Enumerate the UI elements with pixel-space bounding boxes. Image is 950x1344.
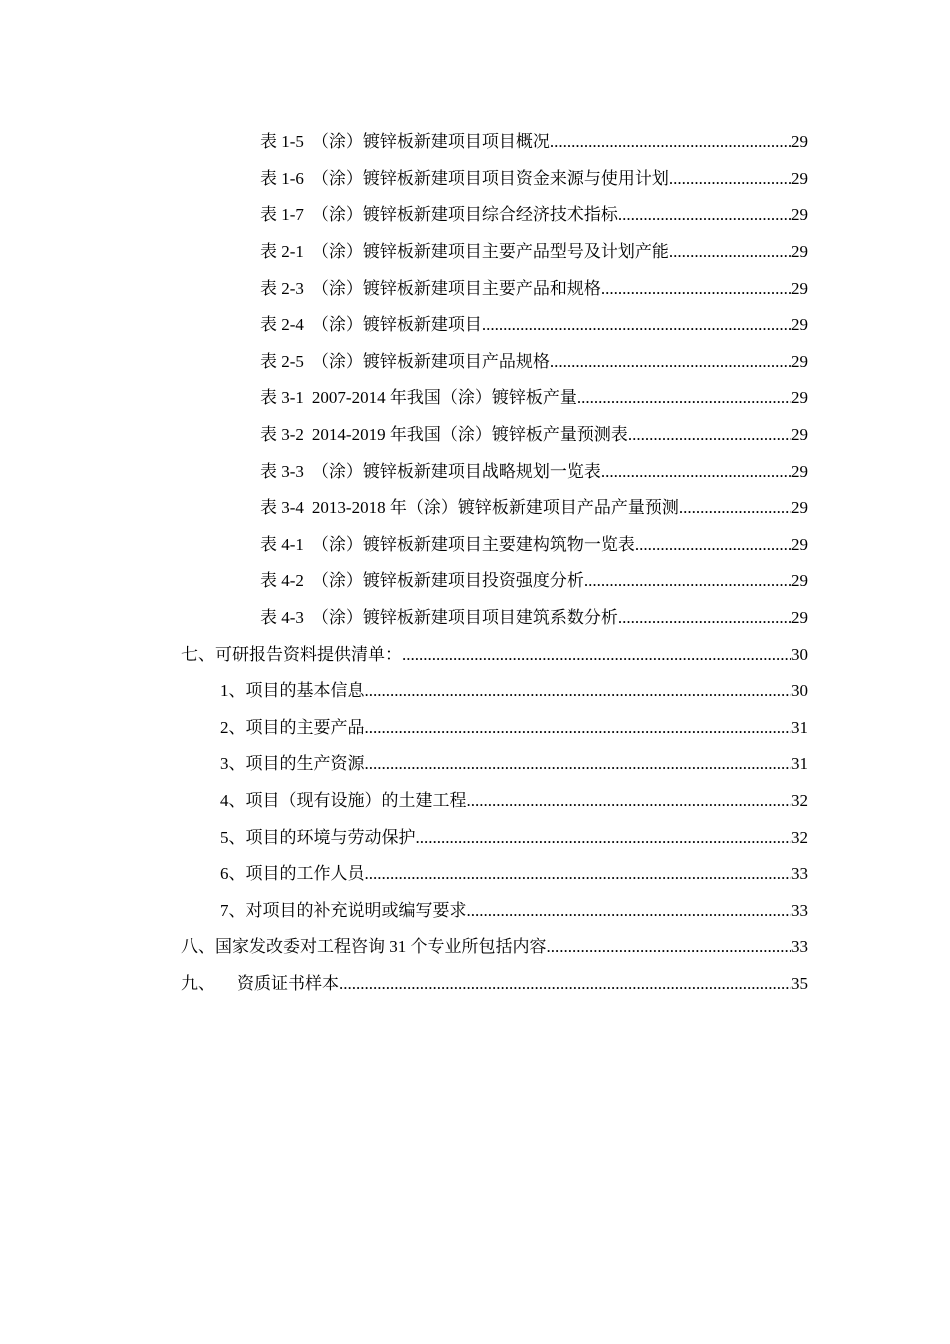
toc-dot-leader bbox=[669, 168, 791, 190]
toc-entry-title: （涂）镀锌板新建项目产品规格 bbox=[311, 351, 550, 371]
toc-entry-title: 七、可研报告资料提供清单： bbox=[181, 644, 402, 664]
toc-page-number: 31 bbox=[791, 717, 808, 737]
toc-entry-table-2-1[interactable] bbox=[0, 234, 950, 271]
toc-page-number: 29 bbox=[791, 571, 808, 591]
toc-entry-item-6[interactable] bbox=[0, 856, 950, 893]
toc-dot-leader bbox=[482, 314, 791, 336]
toc-page-number: 30 bbox=[791, 681, 808, 701]
toc-entry-number: 九、 bbox=[181, 973, 215, 993]
toc-entry-section-7[interactable] bbox=[0, 636, 950, 673]
toc-entry-title: （涂）镀锌板新建项目项目资金来源与使用计划 bbox=[311, 168, 669, 188]
toc-entry-title: 1、项目的基本信息 bbox=[220, 681, 365, 701]
toc-entry-title: 4、项目（现有设施）的土建工程 bbox=[220, 790, 467, 810]
toc-entry-table-3-2[interactable] bbox=[0, 417, 950, 454]
toc-entry-number: 表 1-6 bbox=[260, 168, 304, 188]
toc-entry-label bbox=[260, 278, 601, 300]
toc-entry-title: 6、项目的工作人员 bbox=[220, 864, 365, 884]
toc-entry-table-2-5[interactable] bbox=[0, 344, 950, 381]
toc-entry-title: 资质证书样本 bbox=[237, 973, 339, 993]
toc-entry-item-4[interactable] bbox=[0, 783, 950, 820]
toc-entry-number: 表 2-4 bbox=[260, 315, 304, 335]
toc-dot-leader bbox=[584, 570, 791, 592]
toc-entry-title: （涂）镀锌板新建项目战略规划一览表 bbox=[311, 461, 601, 481]
toc-dot-leader bbox=[628, 424, 791, 446]
toc-dot-leader bbox=[669, 241, 791, 263]
toc-page-number: 29 bbox=[791, 132, 808, 152]
toc-dot-leader bbox=[550, 351, 791, 373]
toc-page-number: 33 bbox=[791, 900, 808, 920]
toc-entry-label bbox=[260, 351, 550, 373]
toc-entry-label bbox=[260, 168, 669, 190]
toc-entry-item-3[interactable] bbox=[0, 746, 950, 783]
toc-page-number: 29 bbox=[791, 425, 808, 445]
toc-entry-title: （涂）镀锌板新建项目综合经济技术指标 bbox=[311, 205, 618, 225]
toc-entry-table-2-3[interactable] bbox=[0, 270, 950, 307]
toc-dot-leader bbox=[618, 204, 791, 226]
toc-entry-title: （涂）镀锌板新建项目项目建筑系数分析 bbox=[311, 608, 618, 628]
toc-entry-number: 表 2-5 bbox=[260, 351, 304, 371]
toc-entry-title: 7、对项目的补充说明或编写要求 bbox=[220, 900, 467, 920]
toc-page-number: 29 bbox=[791, 388, 808, 408]
toc-dot-leader bbox=[339, 973, 791, 995]
toc-entry-number: 表 3-2 bbox=[260, 425, 304, 445]
toc-page-number: 35 bbox=[791, 973, 808, 993]
toc-dot-leader bbox=[365, 717, 792, 739]
toc-entry-item-1[interactable] bbox=[0, 673, 950, 710]
toc-dot-leader bbox=[467, 790, 792, 812]
toc-entry-title: （涂）镀锌板新建项目 bbox=[311, 315, 482, 335]
toc-entry-title: 5、项目的环境与劳动保护 bbox=[220, 827, 416, 847]
toc-dot-leader bbox=[365, 753, 792, 775]
toc-page-number: 33 bbox=[791, 937, 808, 957]
toc-dot-leader bbox=[365, 863, 792, 885]
toc-page-number: 29 bbox=[791, 168, 808, 188]
toc-dot-leader bbox=[416, 827, 792, 849]
toc-entry-title: （涂）镀锌板新建项目项目概况 bbox=[311, 132, 550, 152]
toc-entry-number: 表 1-5 bbox=[260, 132, 304, 152]
toc-dot-leader bbox=[547, 936, 792, 958]
toc-entry-title: 八、国家发改委对工程咨询 31 个专业所包括内容 bbox=[181, 937, 547, 957]
toc-entry-item-5[interactable] bbox=[0, 819, 950, 856]
toc-entry-table-4-1[interactable] bbox=[0, 527, 950, 564]
toc-entry-title: （涂）镀锌板新建项目主要建构筑物一览表 bbox=[311, 534, 635, 554]
toc-entry-label bbox=[260, 204, 618, 226]
toc-entry-table-3-1[interactable] bbox=[0, 380, 950, 417]
toc-page-number: 30 bbox=[791, 644, 808, 664]
table-of-contents bbox=[0, 124, 950, 1002]
toc-entry-label bbox=[260, 387, 577, 409]
toc-entry-title: 2014-2019 年我国（涂）镀锌板产量预测表 bbox=[311, 425, 628, 445]
toc-entry-number: 表 4-2 bbox=[260, 571, 304, 591]
toc-dot-leader bbox=[402, 644, 791, 666]
toc-dot-leader bbox=[679, 497, 791, 519]
toc-dot-leader bbox=[618, 607, 791, 629]
toc-dot-leader bbox=[550, 131, 791, 153]
toc-entry-section-9[interactable] bbox=[0, 966, 950, 1003]
toc-entry-label bbox=[260, 570, 584, 592]
toc-entry-table-4-2[interactable] bbox=[0, 563, 950, 600]
toc-entry-number: 表 3-3 bbox=[260, 461, 304, 481]
toc-entry-title: 2007-2014 年我国（涂）镀锌板产量 bbox=[311, 388, 577, 408]
toc-entry-number: 表 2-3 bbox=[260, 278, 304, 298]
toc-entry-title: （涂）镀锌板新建项目投资强度分析 bbox=[311, 571, 584, 591]
toc-page-number: 29 bbox=[791, 242, 808, 262]
toc-dot-leader bbox=[601, 278, 791, 300]
toc-entry-number: 表 4-1 bbox=[260, 534, 304, 554]
toc-dot-leader bbox=[365, 680, 792, 702]
toc-entry-label bbox=[260, 497, 679, 519]
toc-page-number: 29 bbox=[791, 205, 808, 225]
toc-entry-table-3-4[interactable] bbox=[0, 490, 950, 527]
toc-page-number: 32 bbox=[791, 827, 808, 847]
toc-entry-title: 3、项目的生产资源 bbox=[220, 754, 365, 774]
toc-entry-title: 2013-2018 年（涂）镀锌板新建项目产品产量预测 bbox=[311, 498, 679, 518]
toc-page-number: 29 bbox=[791, 278, 808, 298]
toc-page-number: 32 bbox=[791, 790, 808, 810]
toc-entry-label bbox=[260, 461, 601, 483]
toc-entry-title: 2、项目的主要产品 bbox=[220, 717, 365, 737]
toc-entry-label bbox=[260, 241, 669, 263]
toc-entry-section-8[interactable] bbox=[0, 929, 950, 966]
toc-page-number: 31 bbox=[791, 754, 808, 774]
toc-dot-leader bbox=[467, 900, 792, 922]
toc-entry-number: 表 1-7 bbox=[260, 205, 304, 225]
toc-page-number: 29 bbox=[791, 534, 808, 554]
toc-dot-leader bbox=[601, 461, 791, 483]
toc-page-number: 29 bbox=[791, 498, 808, 518]
toc-entry-label bbox=[181, 973, 339, 995]
toc-entry-label bbox=[260, 607, 618, 629]
toc-page-number: 29 bbox=[791, 351, 808, 371]
toc-page-number: 29 bbox=[791, 608, 808, 628]
toc-entry-label bbox=[260, 534, 635, 556]
toc-entry-number: 表 2-1 bbox=[260, 242, 304, 262]
toc-entry-label bbox=[260, 424, 628, 446]
toc-page-number: 33 bbox=[791, 864, 808, 884]
toc-entry-table-1-6[interactable] bbox=[0, 161, 950, 198]
toc-entry-number: 表 4-3 bbox=[260, 608, 304, 628]
toc-entry-title: （涂）镀锌板新建项目主要产品型号及计划产能 bbox=[311, 242, 669, 262]
toc-entry-table-3-3[interactable] bbox=[0, 453, 950, 490]
toc-entry-table-2-4[interactable] bbox=[0, 307, 950, 344]
toc-entry-table-1-7[interactable] bbox=[0, 197, 950, 234]
toc-entry-item-7[interactable] bbox=[0, 892, 950, 929]
toc-dot-leader bbox=[577, 387, 791, 409]
toc-dot-leader bbox=[635, 534, 791, 556]
toc-entry-title: （涂）镀锌板新建项目主要产品和规格 bbox=[311, 278, 601, 298]
toc-page-number: 29 bbox=[791, 461, 808, 481]
toc-entry-number: 表 3-1 bbox=[260, 388, 304, 408]
toc-entry-number: 表 3-4 bbox=[260, 498, 304, 518]
toc-entry-table-1-5[interactable] bbox=[0, 124, 950, 161]
toc-entry-label bbox=[260, 131, 550, 153]
toc-entry-table-4-3[interactable] bbox=[0, 600, 950, 637]
toc-page-number: 29 bbox=[791, 315, 808, 335]
toc-entry-label bbox=[260, 314, 482, 336]
toc-entry-item-2[interactable] bbox=[0, 710, 950, 747]
